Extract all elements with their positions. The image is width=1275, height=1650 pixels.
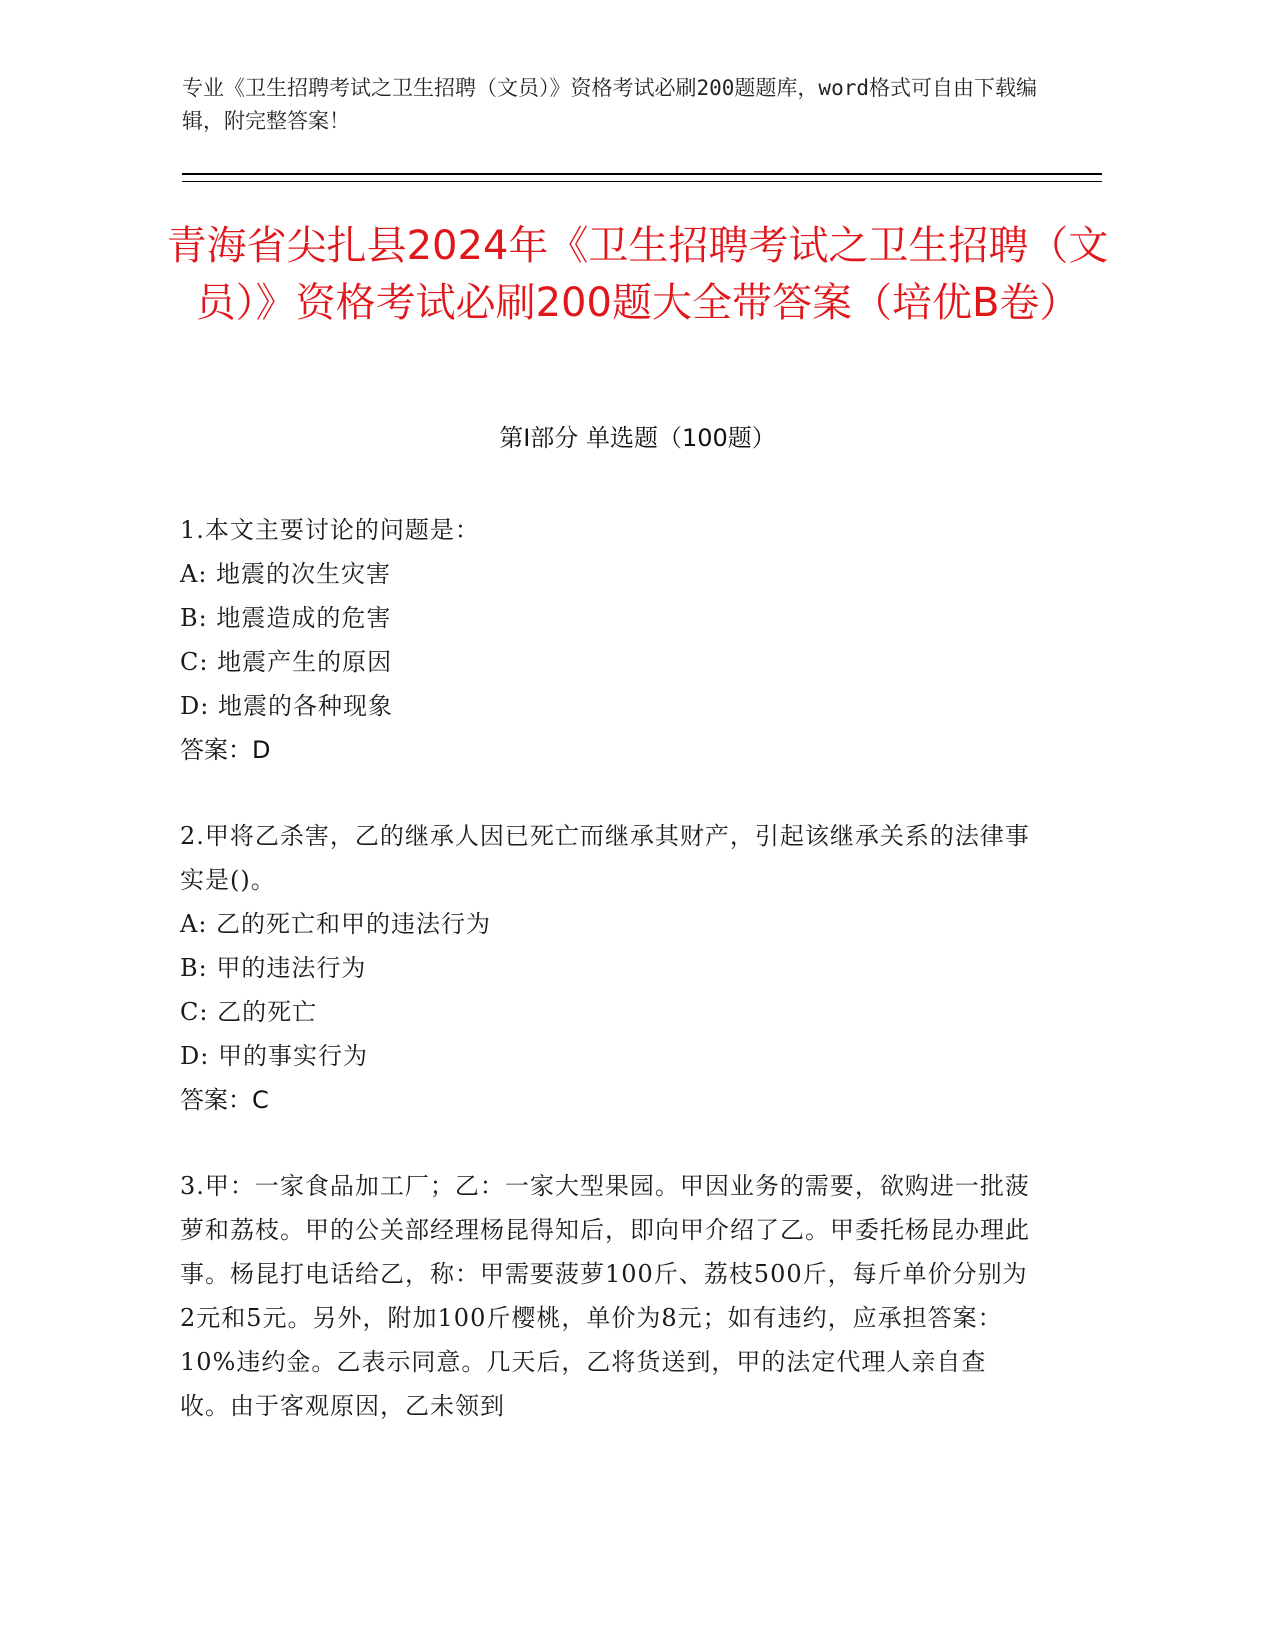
question-stem: 3.甲：一家食品加工厂；乙：一家大型果园。甲因业务的需要，欲购进一批菠萝和荔枝。甲的公关部经理杨昆得知后，即向甲介绍了乙。甲委托杨昆办理此事。杨昆打电话给乙，称：甲需要菠萝100斤、荔枝500斤，每斤单价分别为2元和5元。另外，附加100斤樱桃，单价为8元；如有违约，应承担答案：10%违约金。乙表示同意。几天后，乙将货送到，甲的法定代理人亲自查收。由于客观原因，乙未领到 xyxy=(180,1172,1030,1420)
header-divider-thick xyxy=(182,173,1102,175)
question-stem: 1.本文主要讨论的问题是： xyxy=(180,516,480,544)
answer: 答案：C xyxy=(180,1086,269,1114)
option-a: A: 乙的死亡和甲的违法行为 xyxy=(180,910,492,938)
option-c: C: 乙的死亡 xyxy=(180,998,318,1026)
section-heading: 第Ⅰ部分 单选题（100题） xyxy=(499,424,776,452)
question-stem: 2.甲将乙杀害，乙的继承人因已死亡而继承其财产，引起该继承关系的法律事实是()。 xyxy=(180,822,1030,894)
option-b: B: 甲的违法行为 xyxy=(180,954,367,982)
question-2 xyxy=(180,814,1030,1122)
question-list xyxy=(180,508,1030,1470)
header-note: 专业《卫生招聘考试之卫生招聘（文员）》资格考试必刷200题题库，word格式可自由下载编辑，附完整答案！ xyxy=(182,76,1037,133)
header-divider-thin xyxy=(182,181,1102,182)
question-3 xyxy=(180,1164,1030,1428)
question-1 xyxy=(180,508,1030,772)
option-d: D: 地震的各种现象 xyxy=(180,692,393,720)
option-c: C: 地震产生的原因 xyxy=(180,648,393,676)
option-a: A: 地震的次生灾害 xyxy=(180,560,392,588)
document-title: 青海省尖扎县2024年《卫生招聘考试之卫生招聘（文员）》资格考试必刷200题大全带答案（培优B卷） xyxy=(166,223,1109,326)
option-d: D: 甲的事实行为 xyxy=(180,1042,368,1070)
option-b: B: 地震造成的危害 xyxy=(180,604,392,632)
answer: 答案：D xyxy=(180,736,271,764)
